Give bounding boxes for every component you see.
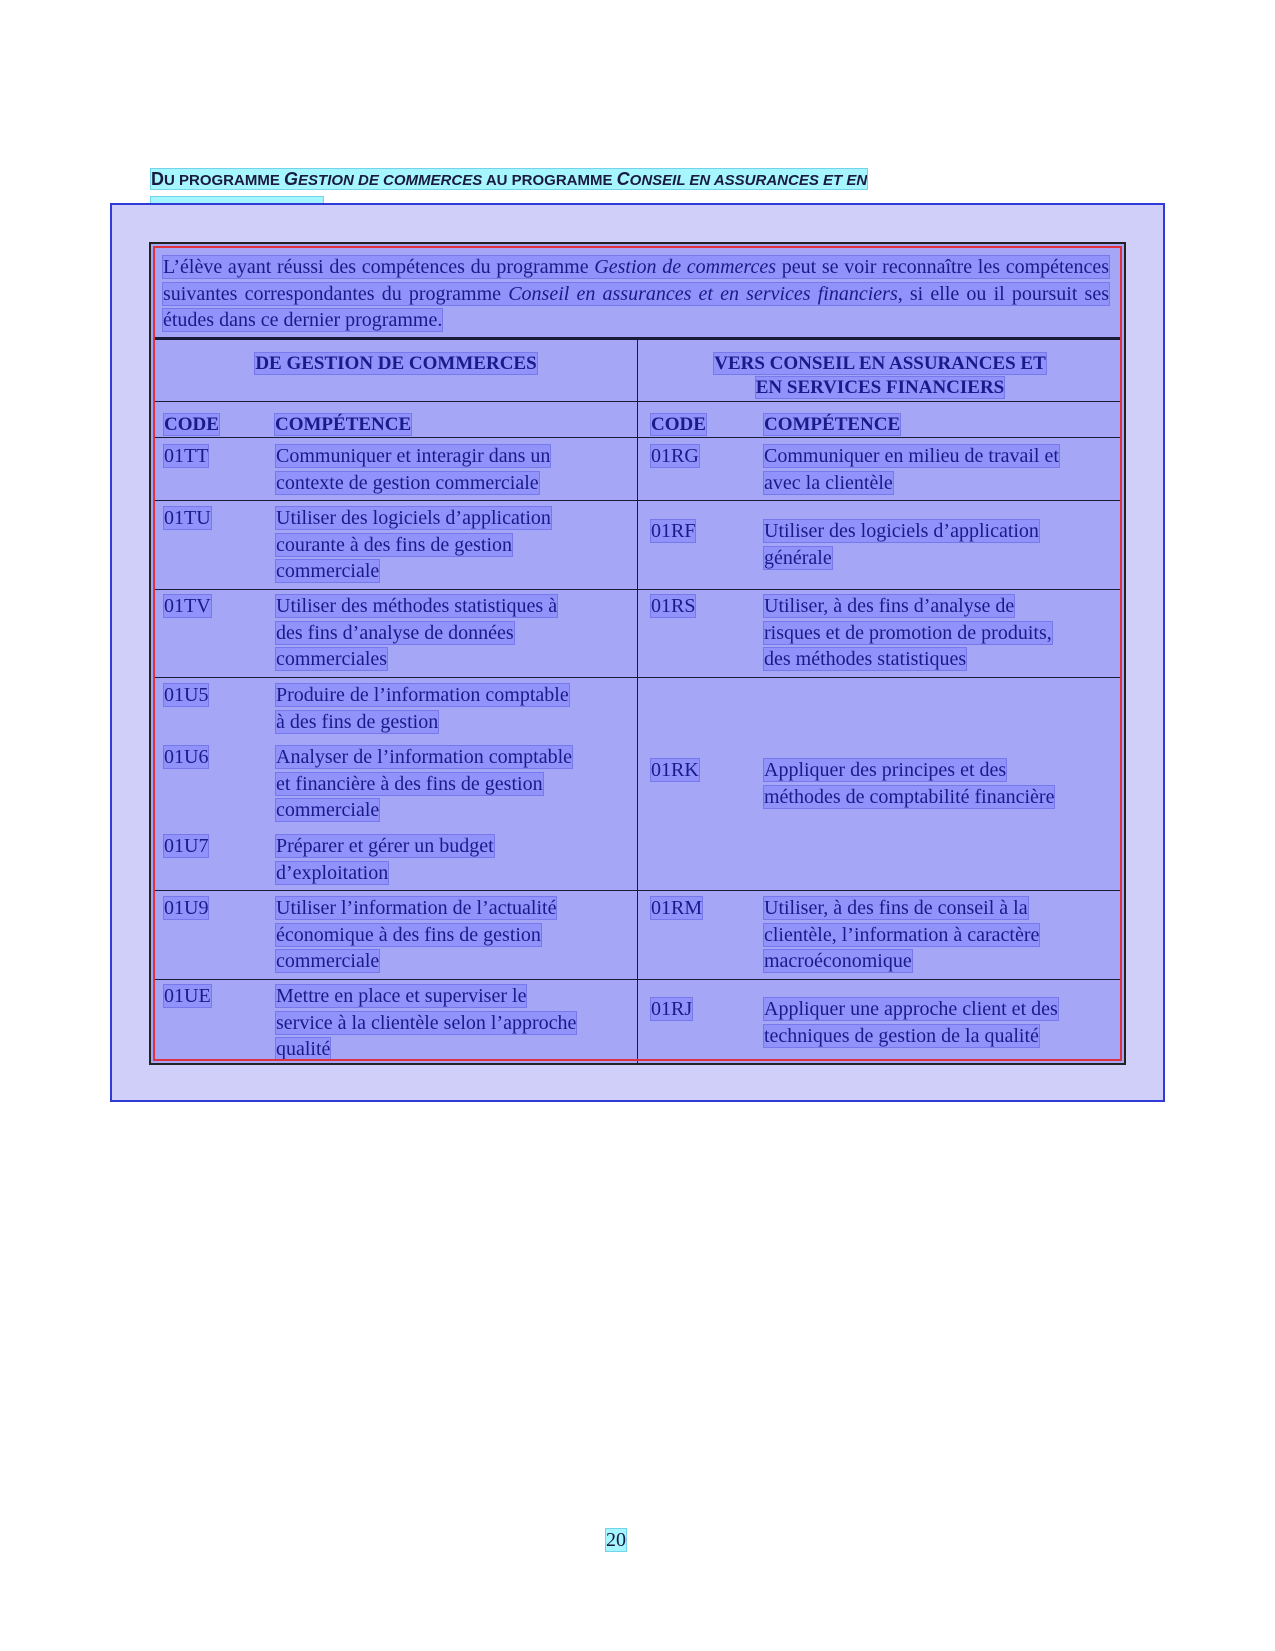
table-row-left-competence: Mettre en place et superviser le service à la clientèle selon l’approche qualité — [276, 985, 577, 1060]
table-row-right-competence: Appliquer des principes et des méthodes de comptabilité financière — [764, 759, 1055, 808]
table-row-left-competence: Utiliser des logiciels d’application courante à des fins de gestion commerciale — [276, 507, 551, 582]
left-competence-header: COMPÉTENCE — [275, 414, 412, 435]
table-row-left-code: 01UE — [164, 985, 211, 1007]
table-row-right-code: 01RS — [651, 595, 696, 617]
table-row-right-code: 01RM — [651, 897, 703, 919]
column-divider — [637, 339, 638, 1064]
right-code-header: CODE — [651, 414, 706, 435]
table-row-right-competence: Utiliser, à des fins d’analyse de risques et de promotion de produits, des méthodes statistiques — [764, 595, 1052, 670]
left-column-title: DE GESTION DE COMMERCES — [255, 353, 537, 374]
table-row-left-code: 01TT — [164, 445, 209, 467]
table-row-right-competence: Appliquer une approche client et des techniques de gestion de la qualité — [764, 998, 1058, 1047]
section-title: DU PROGRAMME GESTION DE COMMERCES AU PROGRAMME CONSEIL EN ASSURANCES ET EN — [151, 166, 1061, 222]
table-row-left-code: 01U6 — [164, 746, 209, 768]
table-row-left-competence: Préparer et gérer un budget d’exploitation — [276, 835, 494, 884]
table-row-right-competence: Utiliser des logiciels d’application générale — [764, 520, 1039, 569]
table-row-left-competence: Utiliser l’information de l’actualité économique à des fins de gestion commerciale — [276, 897, 557, 972]
table-row-left-code: 01U9 — [164, 897, 209, 919]
table-row-left-competence: Utiliser des méthodes statistiques à des fins d’analyse de données commerciales — [276, 595, 558, 670]
table-row-left-code: 01TV — [164, 595, 211, 617]
table-row-right-code: 01RF — [651, 520, 696, 542]
table-row-right-code: 01RJ — [651, 998, 693, 1020]
page-number: 20 — [606, 1529, 626, 1551]
table-row-right-code: 01RK — [651, 759, 699, 781]
table-row-left-competence: Communiquer et interagir dans un contexte de gestion commerciale — [276, 445, 551, 494]
right-column-title: VERS CONSEIL EN ASSURANCES ET EN SERVICES FINANCIERS — [714, 353, 1046, 398]
table-row-right-code: 01RG — [651, 445, 699, 467]
table-row-left-code: 01U7 — [164, 835, 209, 857]
table-row-right-competence: Utiliser, à des fins de conseil à la clientèle, l’information à caractère macroéconomique — [764, 897, 1040, 972]
table-row-right-competence: Communiquer en milieu de travail et avec la clientèle — [764, 445, 1059, 494]
table-row-left-competence: Produire de l’information comptable à des fins de gestion — [276, 684, 569, 733]
intro-paragraph: L’élève ayant réussi des compétences du programme Gestion de commerces peut se voir reconnaître les compétences suivantes correspondantes du programme Conseil en assurances et en services financiers, si elle ou il poursuit ses études dans ce dernier programme. — [163, 256, 1110, 331]
table-row-left-code: 01U5 — [164, 684, 209, 706]
table-row-left-code: 01TU — [164, 507, 211, 529]
table-row-left-competence: Analyser de l’information comptable et financière à des fins de gestion commerciale — [276, 746, 573, 821]
right-competence-header: COMPÉTENCE — [764, 414, 901, 435]
left-code-header: CODE — [164, 414, 219, 435]
